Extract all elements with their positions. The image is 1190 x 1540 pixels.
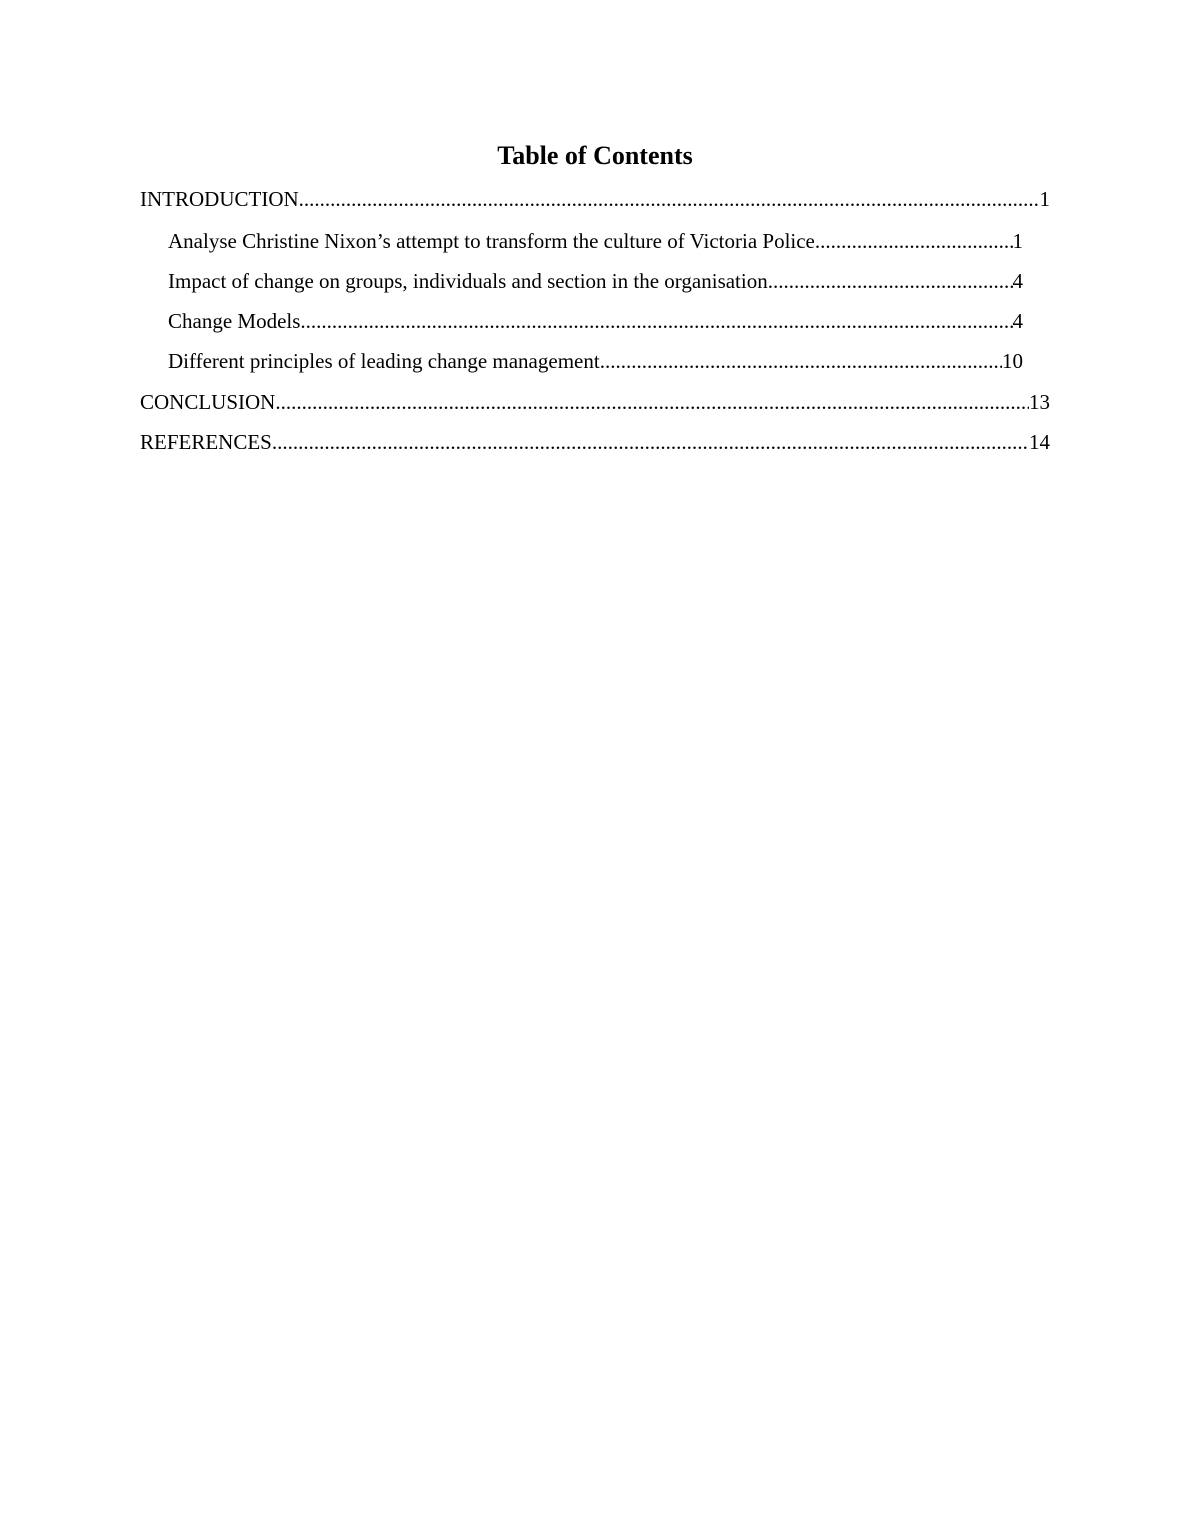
toc-entry-label: Analyse Christine Nixon’s attempt to transform the culture of Victoria Police (168, 229, 815, 253)
toc-entry-page-number: 4 (1012, 309, 1023, 333)
toc-dot-leader (300, 306, 1012, 336)
toc-entry-label: Impact of change on groups, individuals and section in the organisation (168, 269, 768, 293)
toc-entry-page-number: 1 (1039, 187, 1050, 211)
toc-dot-leader (815, 226, 1013, 256)
toc-entry-impact-of-change[interactable] (168, 266, 1023, 296)
toc-entry-change-models[interactable] (168, 306, 1023, 336)
toc-title: Table of Contents (497, 141, 693, 170)
toc-entry-page-number: 4 (1012, 269, 1023, 293)
toc-entry-analyse-nixon[interactable] (168, 226, 1023, 256)
toc-entry-page-number: 1 (1012, 229, 1023, 253)
toc-entry-label: INTRODUCTION (140, 187, 299, 211)
toc-entry-introduction[interactable] (140, 184, 1050, 214)
toc-entry-references[interactable] (140, 427, 1050, 457)
toc-dot-leader (272, 427, 1029, 457)
toc-entry-label: Different principles of leading change management (168, 349, 600, 373)
toc-entry-page-number: 10 (1002, 349, 1023, 373)
toc-entry-page-number: 13 (1029, 390, 1050, 414)
toc-entry-page-number: 14 (1029, 430, 1050, 454)
toc-entry-label: REFERENCES (140, 430, 272, 454)
toc-entry-label: CONCLUSION (140, 390, 276, 414)
toc-dot-leader (299, 184, 1040, 214)
toc-dot-leader (768, 266, 1013, 296)
toc-entry-label: Change Models (168, 309, 301, 333)
toc-dot-leader (275, 387, 1029, 417)
toc-dot-leader (600, 346, 1002, 376)
toc-entry-conclusion[interactable] (140, 387, 1050, 417)
toc-entry-leading-change-principles[interactable] (168, 346, 1023, 376)
